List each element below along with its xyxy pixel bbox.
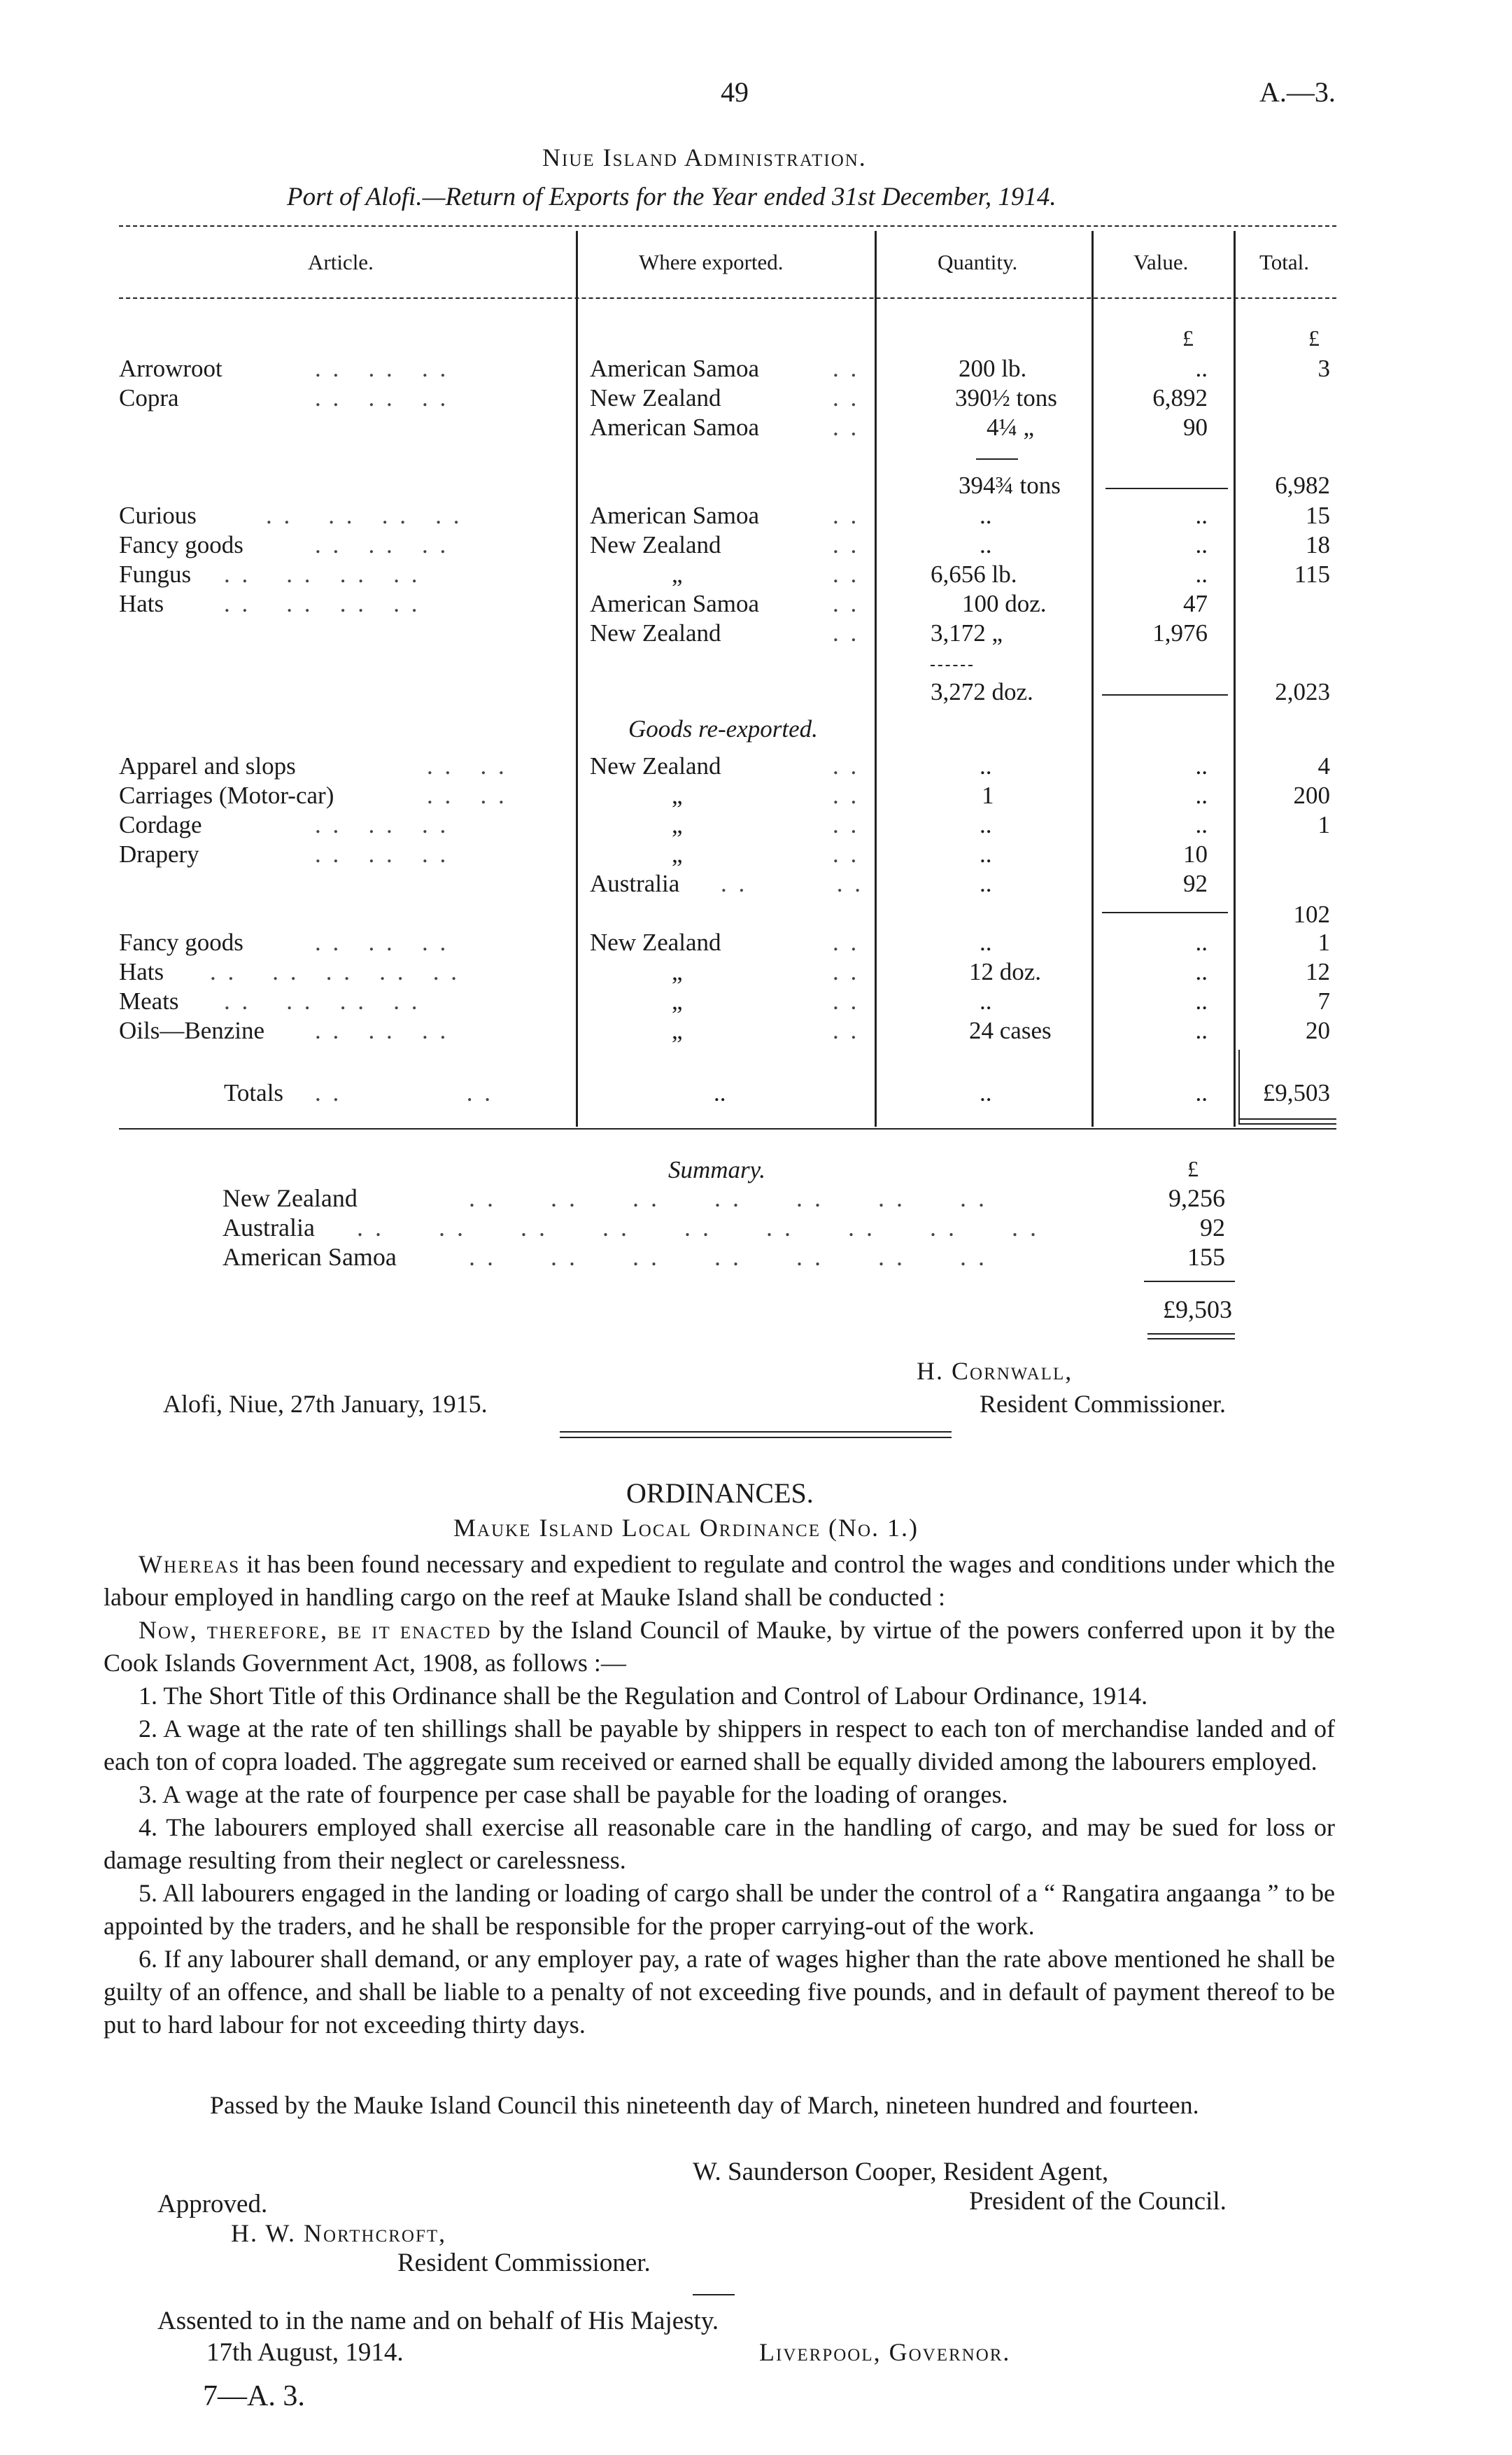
summary-total: £9,503 — [1163, 1295, 1232, 1323]
table-row: New Zealand . . 3,172 „ 1,976 — [0, 618, 1512, 649]
row-article: Apparel and slops — [119, 752, 296, 780]
row-quantity: .. — [980, 840, 992, 868]
row-value: .. — [1195, 958, 1208, 985]
row-quantity: 394¾ tons — [959, 472, 1061, 499]
enactment-paragraph — [104, 1614, 1335, 1680]
table-row: Fungus . . . . . . . . „ . . 6,656 lb. .. 115 — [0, 559, 1512, 590]
row-article: Fancy goods — [119, 929, 243, 956]
row-value: .. — [1195, 987, 1208, 1015]
approver-title: Resident Commissioner. — [397, 2249, 651, 2277]
row-quantity: 100 doz. — [962, 590, 1047, 617]
signer-name — [693, 2157, 1108, 2187]
row-value: .. — [1195, 561, 1208, 588]
row-value: .. — [1195, 929, 1208, 956]
total-double-rule — [1238, 1123, 1336, 1125]
summary-row: Australia . . . . . . . . . . . . . . . . . . 92 — [222, 1214, 1225, 1241]
value-currency: £ — [1182, 325, 1194, 351]
table-row: Cordage . . . . . . „ . . .. .. 1 — [0, 810, 1512, 840]
row-value: 1,976 — [1152, 619, 1208, 647]
row-total: 200 — [1293, 782, 1330, 809]
row-article: Arrowroot — [119, 355, 222, 382]
header-quantity: Quantity. — [938, 250, 1018, 274]
table-row: Arrowroot . . . . . . American Samoa . . 200 lb. .. 3 — [0, 353, 1512, 384]
summary-currency: £ — [1187, 1156, 1199, 1181]
row-quantity: 200 lb. — [959, 355, 1027, 382]
row-article: Hats — [119, 958, 164, 985]
clause-3: 3. A wage at the rate of fourpence per case shall be payable for the loading of oranges. — [139, 1780, 1008, 1808]
row-where: „ — [672, 1017, 683, 1044]
summary-label: American Samoa — [222, 1243, 397, 1271]
row-value: 6,892 — [1152, 384, 1208, 411]
row-where: New Zealand — [590, 619, 721, 647]
table-row: Fancy goods . . . . . . New Zealand . . .. .. 18 — [0, 530, 1512, 561]
footer-signature: 7—A. 3. — [203, 2380, 305, 2412]
row-quantity: .. — [980, 502, 992, 529]
header-total: Total. — [1259, 250, 1310, 274]
row-article: Carriages (Motor-car) — [119, 782, 334, 809]
row-total: 18 — [1306, 531, 1330, 558]
row-where: New Zealand — [590, 384, 721, 411]
row-total: 115 — [1294, 561, 1330, 588]
row-value: 92 — [1183, 870, 1208, 897]
table-row-totals: Totals . . . . .. .. .. £9,503 — [0, 1078, 1512, 1109]
row-value: .. — [1195, 355, 1208, 382]
row-value: .. — [1195, 1079, 1208, 1106]
section-double-rule — [560, 1437, 952, 1438]
row-article: Oils—Benzine — [119, 1017, 265, 1044]
table-row: Carriages (Motor-car) . . . . „ . . 1 .. 200 — [0, 780, 1512, 811]
subtotal-rule — [931, 665, 973, 666]
whereas-paragraph — [104, 1548, 1335, 1614]
table-row: Australia . . . . .. 92 — [0, 868, 1512, 899]
table-row — [0, 470, 1512, 501]
signoff-name: H. Cornwall, — [917, 1357, 1073, 1385]
row-quantity: 1 — [982, 782, 994, 809]
row-quantity: .. — [980, 531, 992, 558]
row-total: 1 — [1317, 929, 1330, 956]
subtotal-rule — [976, 458, 1018, 460]
row-total: 15 — [1306, 502, 1330, 529]
row-quantity: 24 cases — [969, 1017, 1052, 1044]
table-header-rule — [119, 297, 1336, 299]
summary-value: 155 — [1187, 1243, 1225, 1271]
approver-name: H. W. Northcroft, — [231, 2219, 447, 2247]
row-quantity: .. — [980, 811, 992, 838]
row-where: New Zealand — [590, 531, 721, 558]
row-article: Drapery — [119, 840, 199, 868]
row-total: 4 — [1317, 752, 1330, 780]
summary-value: 92 — [1200, 1214, 1225, 1241]
row-quantity: .. — [980, 870, 992, 897]
section-rule — [560, 1431, 952, 1433]
row-where: New Zealand — [590, 929, 721, 956]
row-total: 20 — [1306, 1017, 1330, 1044]
row-quantity: 3,272 doz. — [931, 678, 1033, 705]
header-value: Value. — [1133, 250, 1189, 274]
table-row: Copra . . . . . . New Zealand . . 390½ tons 6,892 — [0, 383, 1512, 414]
total-currency: £ — [1308, 325, 1320, 351]
table-row — [0, 899, 1512, 930]
row-quantity: .. — [980, 987, 992, 1015]
row-where: New Zealand — [590, 752, 721, 780]
value-bracket-rule — [1102, 694, 1228, 696]
row-total: 3 — [1317, 355, 1330, 382]
row-where: American Samoa — [590, 502, 759, 529]
row-quantity: .. — [980, 929, 992, 956]
summary-label: New Zealand — [222, 1184, 358, 1212]
row-value: .. — [1195, 502, 1208, 529]
row-total: £9,503 — [1262, 1079, 1330, 1106]
row-where: .. — [714, 1079, 726, 1106]
row-total: 102 — [1293, 901, 1330, 928]
table-row: Hats . . . . . . . . American Samoa . . 100 doz. 47 — [0, 589, 1512, 619]
row-where: „ — [672, 811, 683, 838]
table-row: Hats . . . . . . . . . . „ . . 12 doz. .. 12 — [0, 957, 1512, 987]
table-row: Curious . . . . . . . . American Samoa . . .. .. 15 — [0, 500, 1512, 531]
clause-1: 1. The Short Title of this Ordinance shall be the Regulation and Control of Labour Ordinance, 1914. — [139, 1682, 1148, 1710]
reexported-heading: Goods re-exported. — [628, 715, 818, 743]
row-value: 47 — [1183, 590, 1208, 617]
row-value: 10 — [1183, 840, 1208, 868]
row-value: .. — [1195, 752, 1208, 780]
row-value: .. — [1195, 782, 1208, 809]
assent-text: Assented to in the name and on behalf of His Majesty. — [157, 2307, 719, 2335]
row-article: Totals — [224, 1079, 284, 1106]
row-article: Hats — [119, 590, 164, 617]
table-row: American Samoa . . 4¼ „ 90 — [0, 412, 1512, 443]
row-where: American Samoa — [590, 590, 759, 617]
summary-row: American Samoa . . . . . . . . . . . . . . 155 — [222, 1243, 1225, 1271]
row-quantity: 390½ tons — [955, 384, 1057, 411]
clause-2: 2. A wage at the rate of ten shillings shall be payable by shippers in respect to each ton of merchandise landed and of each ton of copra loaded. The aggregate sum received or earned shall be equally divided among the labourers employed. — [104, 1715, 1335, 1775]
table-row — [0, 677, 1512, 708]
summary-heading: Summary. — [668, 1156, 766, 1183]
header-article: Article. — [308, 250, 374, 274]
table-row: Meats . . . . . . . . „ . . .. .. 7 — [0, 986, 1512, 1017]
row-quantity: 6,656 lb. — [931, 561, 1017, 588]
assent-rule — [693, 2294, 735, 2295]
row-where: „ — [672, 782, 683, 809]
page-number: 49 — [721, 76, 749, 108]
summary-row: New Zealand . . . . . . . . . . . . . . 9,256 — [222, 1184, 1225, 1212]
total-rule — [1238, 1118, 1336, 1120]
summary-rule — [1144, 1281, 1235, 1282]
assent-date: 17th August, 1914. — [206, 2338, 404, 2367]
signer-title: President of the Council. — [969, 2187, 1227, 2216]
signer: W. Saunderson Cooper, Resident Agent, — [693, 2158, 1109, 2186]
ordinances-heading: ORDINANCES. — [626, 1477, 814, 1509]
table-bottom-rule — [119, 1128, 1336, 1130]
exports-title: Niue Island Administration. — [542, 143, 867, 171]
row-where: Australia — [590, 870, 680, 897]
passed-text: Passed by the Mauke Island Council this nineteenth day of March, nineteen hundred and fourteen. — [210, 2091, 1199, 2119]
header-where-exported: Where exported. — [639, 250, 784, 274]
row-article: Copra — [119, 384, 179, 411]
document-reference: A.—3. — [1259, 76, 1336, 108]
passed-paragraph — [210, 2089, 1329, 2122]
whereas-text: it has been found necessary and expedient to regulate and control the wages and conditions under which the labour employed in handling cargo on the reef at Mauke Island shall be conducted : — [104, 1550, 1335, 1611]
table-row: Oils—Benzine . . . . . . „ . . 24 cases .. 20 — [0, 1015, 1512, 1046]
enactment-text: by the Island Council of Mauke, by virtue of the powers conferred upon it by the Cook Islands Government Act, 1908, as follows :— — [104, 1616, 1335, 1677]
enactment-lead: Now, therefore, be it enacted — [139, 1616, 492, 1644]
row-total: 6,982 — [1275, 472, 1330, 499]
clause-4: 4. The labourers employed shall exercise all reasonable care in the handling of cargo, and may be sued for loss or damage resulting from their neglect or carelessness. — [104, 1813, 1335, 1874]
row-article: Cordage — [119, 811, 202, 838]
row-where: „ — [672, 561, 683, 588]
row-article: Fancy goods — [119, 531, 243, 558]
value-bracket-rule — [1105, 488, 1228, 489]
summary-total-rule — [1147, 1333, 1235, 1335]
row-quantity: 3,172 „ — [931, 619, 1003, 647]
summary-total-double-rule — [1147, 1338, 1235, 1339]
row-quantity: 12 doz. — [969, 958, 1042, 985]
row-article: Curious — [119, 502, 197, 529]
row-where: American Samoa — [590, 414, 759, 441]
clause-5: 5. All labourers engaged in the landing or loading of cargo shall be under the control of a “ Rangatira angaanga ” to be appointed by the traders, and he shall be responsible for the proper carrying-out of the work. — [104, 1879, 1335, 1940]
row-value: .. — [1195, 1017, 1208, 1044]
table-row: Fancy goods . . . . . . New Zealand . . .. .. 1 — [0, 927, 1512, 958]
table-top-rule — [119, 225, 1336, 227]
row-where: „ — [672, 987, 683, 1015]
row-article: Meats — [119, 987, 179, 1015]
exports-subtitle: Port of Alofi.—Return of Exports for the Year ended 31st December, 1914. — [287, 183, 1057, 211]
governor-signature: Liverpool, Governor. — [759, 2338, 1011, 2366]
signoff-place-date: Alofi, Niue, 27th January, 1915. — [163, 1390, 488, 1418]
ordinance-body — [104, 1548, 1335, 2041]
row-total: 1 — [1317, 811, 1330, 838]
ordinance-subheading: Mauke Island Local Ordinance (No. 1.) — [453, 1514, 919, 1542]
row-value: 90 — [1183, 414, 1208, 441]
row-quantity: .. — [980, 1079, 992, 1106]
signoff-title: Resident Commissioner. — [980, 1390, 1227, 1418]
table-row: Apparel and slops . . . . New Zealand . . .. .. 4 — [0, 751, 1512, 782]
whereas-lead: Whereas — [139, 1550, 241, 1578]
row-value: .. — [1195, 811, 1208, 838]
row-total: 7 — [1317, 987, 1330, 1015]
row-where: American Samoa — [590, 355, 759, 382]
table-row: Drapery . . . . . . „ . . .. 10 — [0, 839, 1512, 870]
row-quantity: 4¼ „ — [987, 414, 1035, 441]
summary-value: 9,256 — [1168, 1184, 1225, 1212]
approved-label: Approved. — [157, 2190, 268, 2218]
row-where: „ — [672, 840, 683, 868]
row-total: 2,023 — [1275, 678, 1330, 705]
row-quantity: .. — [980, 752, 992, 780]
row-total: 12 — [1306, 958, 1330, 985]
summary-label: Australia — [222, 1214, 315, 1241]
row-article: Fungus — [119, 561, 192, 588]
row-value: .. — [1195, 531, 1208, 558]
clause-6: 6. If any labourer shall demand, or any employer pay, a rate of wages higher than the rate above mentioned he shall be guilty of an offence, and shall be liable to a penalty of not exceeding five pounds, and in default of payment thereof to be put to hard labour for not exceeding thirty days. — [104, 1945, 1335, 2039]
row-where: „ — [672, 958, 683, 985]
